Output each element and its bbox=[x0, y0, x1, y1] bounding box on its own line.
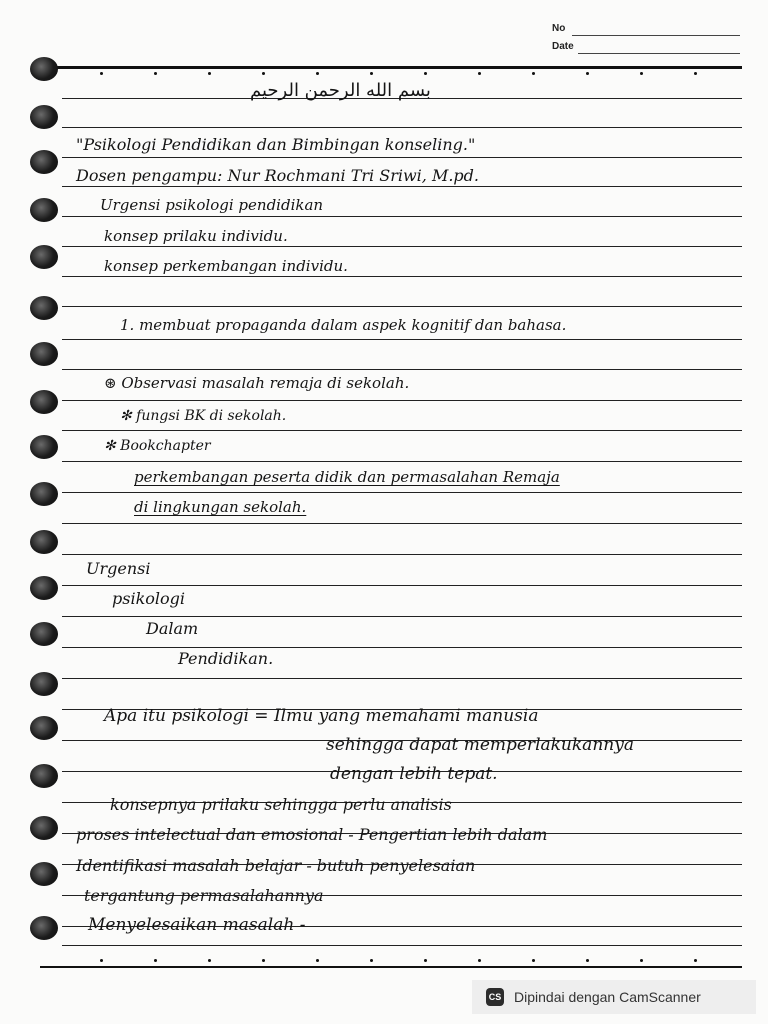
note-line: perkembangan peserta didik dan permasalahan Remaja bbox=[134, 468, 560, 486]
margin-dot bbox=[262, 959, 265, 962]
camscanner-text: Dipindai dengan CamScanner bbox=[514, 989, 701, 1005]
heading-word: Dalam bbox=[146, 619, 199, 638]
margin-dot bbox=[154, 959, 157, 962]
binder-hole bbox=[30, 482, 58, 506]
bullet-line: ⊛ Observasi masalah remaja di sekolah. bbox=[104, 374, 410, 392]
binder-hole bbox=[30, 57, 58, 81]
margin-dot bbox=[532, 959, 535, 962]
heading-word: Pendidikan. bbox=[178, 649, 274, 668]
rule-line bbox=[62, 276, 742, 277]
binder-hole bbox=[30, 105, 58, 129]
margin-dot bbox=[100, 72, 103, 75]
margin-dot bbox=[640, 72, 643, 75]
margin-dot bbox=[694, 72, 697, 75]
margin-dot bbox=[316, 72, 319, 75]
margin-dot bbox=[424, 959, 427, 962]
rule-line bbox=[62, 492, 742, 493]
explanation-line: Menyelesaikan masalah - bbox=[88, 915, 306, 935]
note-line: di lingkungan sekolah. bbox=[134, 498, 307, 516]
camscanner-badge bbox=[472, 980, 756, 1014]
rule-line bbox=[62, 461, 742, 462]
margin-dot bbox=[208, 959, 211, 962]
binder-hole bbox=[30, 342, 58, 366]
rule-line bbox=[62, 616, 742, 617]
margin-dot bbox=[424, 72, 427, 75]
camscanner-logo-icon: CS bbox=[486, 988, 504, 1006]
definition-line: Apa itu psikologi = Ilmu yang memahami manusia bbox=[104, 706, 539, 726]
margin-dot bbox=[208, 72, 211, 75]
rule-line bbox=[62, 647, 742, 648]
topic-line: Urgensi psikologi pendidikan bbox=[100, 196, 324, 214]
binder-hole bbox=[30, 435, 58, 459]
date-label: Date bbox=[552, 41, 574, 52]
explanation-line: tergantung permasalahannya bbox=[84, 886, 324, 905]
margin-dot bbox=[370, 72, 373, 75]
heading-word: Urgensi bbox=[86, 559, 151, 578]
top-margin-rule bbox=[40, 66, 742, 69]
bullet-line: ✻ Bookchapter bbox=[104, 438, 211, 454]
explanation-line: konsepnya prilaku sehingga perlu analisis bbox=[110, 795, 452, 814]
rule-line bbox=[62, 216, 742, 217]
rule-line bbox=[62, 246, 742, 247]
binder-hole bbox=[30, 716, 58, 740]
bullet-line: ✻ fungsi BK di sekolah. bbox=[120, 408, 287, 424]
date-line bbox=[578, 53, 740, 54]
margin-dot bbox=[586, 72, 589, 75]
topic-line: konsep perkembangan individu. bbox=[104, 257, 348, 275]
margin-dot bbox=[586, 959, 589, 962]
rule-line bbox=[62, 306, 742, 307]
explanation-line: Identifikasi masalah belajar - butuh penyelesaian bbox=[76, 856, 476, 875]
rule-line bbox=[62, 523, 742, 524]
margin-dot bbox=[694, 959, 697, 962]
rule-line bbox=[62, 554, 742, 555]
no-label: No bbox=[552, 23, 566, 34]
binder-hole bbox=[30, 296, 58, 320]
heading-word: psikologi bbox=[112, 589, 186, 608]
binder-hole bbox=[30, 530, 58, 554]
no-line bbox=[572, 35, 740, 36]
rule-line bbox=[62, 339, 742, 340]
margin-dot bbox=[532, 72, 535, 75]
rule-line bbox=[62, 127, 742, 128]
rule-line bbox=[62, 186, 742, 187]
course-title: "Psikologi Pendidikan dan Bimbingan konseling." bbox=[76, 135, 476, 154]
rule-line bbox=[62, 678, 742, 679]
binder-hole bbox=[30, 390, 58, 414]
rule-line bbox=[62, 945, 742, 946]
rule-line bbox=[62, 400, 742, 401]
binder-hole bbox=[30, 816, 58, 840]
binder-hole bbox=[30, 622, 58, 646]
binder-hole bbox=[30, 198, 58, 222]
explanation-line: proses intelectual dan emosional - Pengertian lebih dalam bbox=[76, 825, 548, 844]
binder-hole bbox=[30, 916, 58, 940]
task-line: 1. membuat propaganda dalam aspek kognitif dan bahasa. bbox=[120, 316, 567, 334]
binder-hole bbox=[30, 672, 58, 696]
rule-line bbox=[62, 157, 742, 158]
basmalah: بسم الله الرحمن الرحيم bbox=[250, 80, 431, 101]
topic-line: konsep prilaku individu. bbox=[104, 227, 288, 245]
binder-hole bbox=[30, 764, 58, 788]
definition-line: sehingga dapat memperlakukannya bbox=[326, 735, 634, 755]
bottom-margin-rule bbox=[40, 966, 742, 968]
rule-line bbox=[62, 430, 742, 431]
margin-dot bbox=[478, 72, 481, 75]
margin-dot bbox=[100, 959, 103, 962]
rule-line bbox=[62, 369, 742, 370]
margin-dot bbox=[478, 959, 481, 962]
binder-hole bbox=[30, 862, 58, 886]
margin-dot bbox=[154, 72, 157, 75]
binder-hole bbox=[30, 245, 58, 269]
rule-line bbox=[62, 585, 742, 586]
margin-dot bbox=[262, 72, 265, 75]
margin-dot bbox=[316, 959, 319, 962]
margin-dot bbox=[370, 959, 373, 962]
margin-dot bbox=[640, 959, 643, 962]
binder-hole bbox=[30, 150, 58, 174]
binder-hole bbox=[30, 576, 58, 600]
definition-line: dengan lebih tepat. bbox=[330, 764, 498, 784]
lecturer-line: Dosen pengampu: Nur Rochmani Tri Sriwi, M.pd. bbox=[76, 166, 479, 185]
